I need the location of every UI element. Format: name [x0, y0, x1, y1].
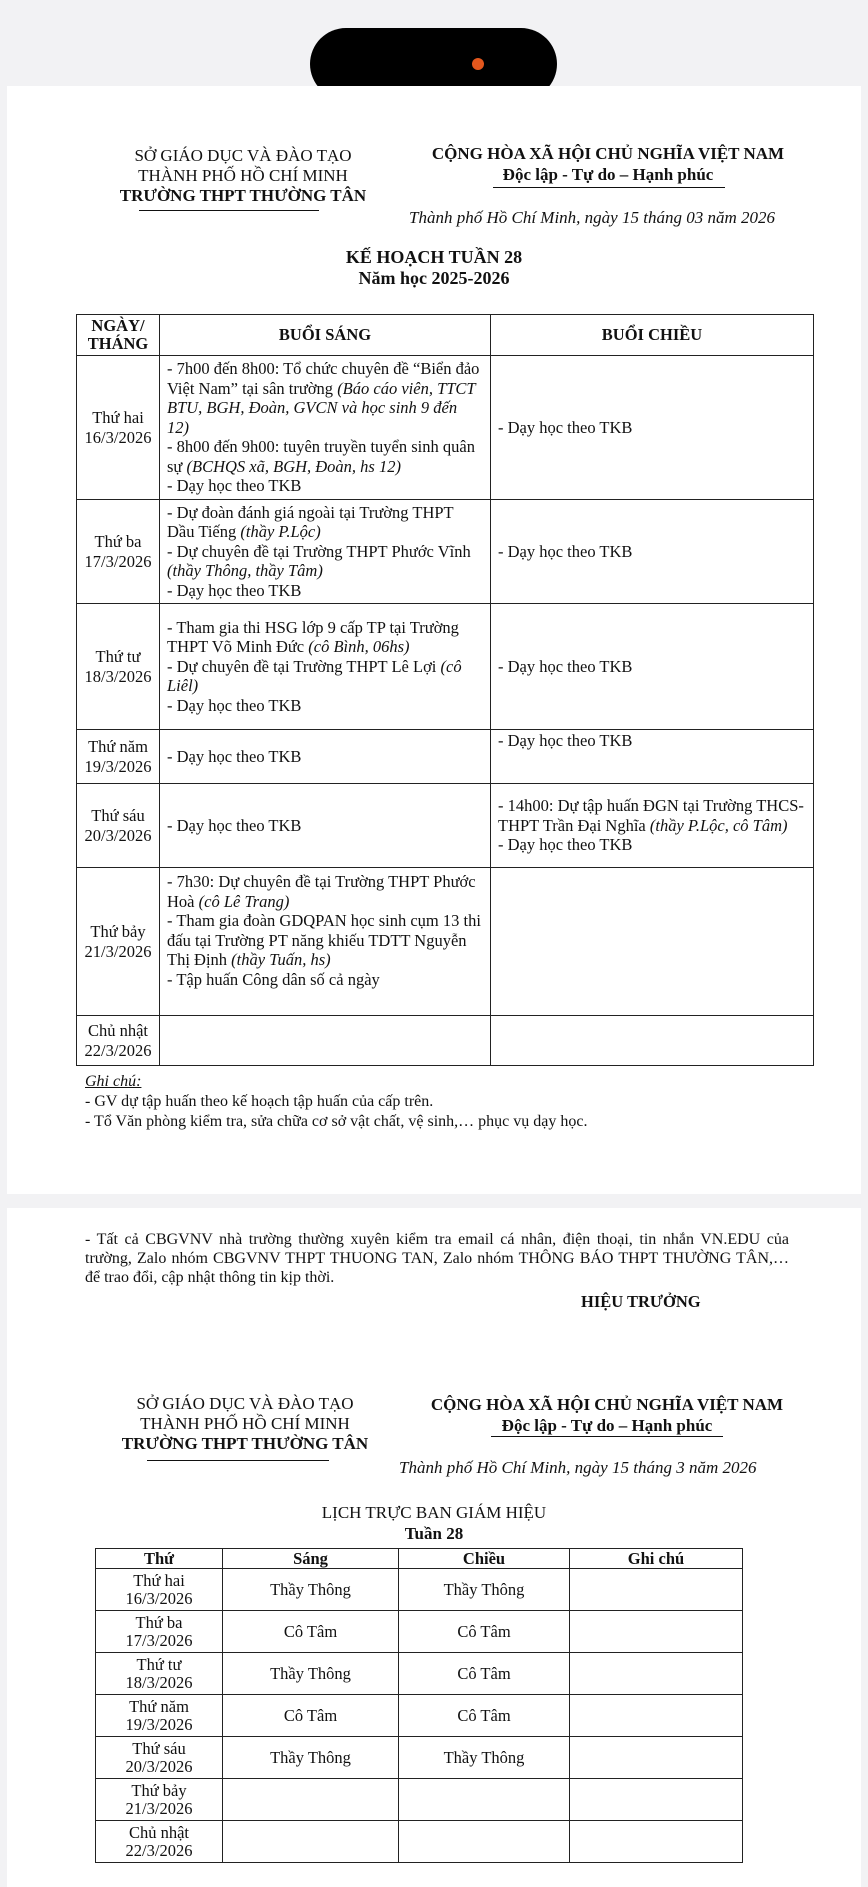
day-cell: [77, 730, 160, 784]
day-cell: [96, 1737, 223, 1779]
day-date: 20/3/2026: [125, 1756, 193, 1776]
morning-cell: [160, 356, 491, 500]
header-right: [397, 143, 819, 185]
day-cell: [77, 784, 160, 868]
morning-item: [167, 872, 483, 911]
morning-text: - Dự chuyên đề tại Trường THPT Lê Lợi: [167, 656, 441, 676]
week-label: Tuần 28: [404, 1524, 464, 1543]
table-header-row: [77, 315, 814, 356]
afternoon-participants: (thầy P.Lộc, cô Tâm): [649, 815, 788, 835]
morning-item: - Dạy học theo TKB: [167, 695, 302, 715]
morning-duty: Thầy Thông: [223, 1653, 399, 1695]
date-line: Thành phố Hồ Chí Minh, ngày 15 tháng 3 năm 2026: [399, 1458, 757, 1477]
table-row: [77, 356, 814, 500]
morning-text: - Dự đoàn đánh giá ngoài tại Trường THPT Dầu Tiếng: [167, 502, 454, 542]
duty-title: LỊCH TRỰC BAN GIÁM HIỆU: [321, 1503, 547, 1522]
col-header: Ghi chú: [570, 1549, 743, 1569]
morning-duty: Cô Tâm: [223, 1695, 399, 1737]
department-line2: THÀNH PHỐ HỒ CHÍ MINH: [138, 166, 348, 185]
day-name: Thứ hai: [133, 1570, 185, 1590]
afternoon-duty: [399, 1779, 570, 1821]
col-header: Sáng: [223, 1549, 399, 1569]
table-row: [96, 1569, 743, 1611]
col-afternoon-header: BUỔI CHIỀU: [491, 315, 814, 356]
header-right: [397, 1394, 817, 1436]
day-name: Thứ ba: [94, 532, 142, 551]
morning-text: - Tham gia đoàn GDQPAN học sinh cụm 13 thi đấu tại Trường PT năng khiếu TDTT Nguyễn Thị Định: [167, 911, 481, 969]
morning-duty: Thầy Thông: [223, 1737, 399, 1779]
header-left: [83, 146, 403, 206]
republic-name: CỘNG HÒA XÃ HỘI CHỦ NGHĨA VIỆT NAM: [431, 144, 785, 163]
morning-cell: - Dạy học theo TKB: [160, 730, 491, 784]
afternoon-duty: Cô Tâm: [399, 1653, 570, 1695]
duty-schedule-table: [95, 1548, 743, 1863]
table-row: [77, 784, 814, 868]
note-cell: [570, 1779, 743, 1821]
school-year: Năm học 2025-2026: [358, 268, 510, 288]
day-name: Chủ nhật: [87, 1021, 149, 1040]
day-date: 18/3/2026: [125, 1672, 193, 1692]
day-name: Thứ bảy: [90, 922, 146, 941]
morning-duty: Cô Tâm: [223, 1611, 399, 1653]
day-date: 22/3/2026: [84, 1040, 152, 1060]
table-row: [77, 1016, 814, 1066]
morning-text: - 8h00 đến 9h00: tuyên truyền tuyển sinh quân sự: [167, 437, 475, 476]
day-date: 19/3/2026: [84, 756, 152, 776]
morning-cell: [160, 604, 491, 730]
afternoon-duty: Cô Tâm: [399, 1611, 570, 1653]
morning-item: - Dạy học theo TKB: [167, 580, 302, 600]
day-name: Thứ tư: [136, 1654, 182, 1674]
table-row: [77, 604, 814, 730]
morning-participants: (cô Bình, 06hs): [308, 637, 410, 657]
morning-participants: (BCHQS xã, BGH, Đoàn, hs 12): [186, 456, 401, 476]
afternoon-cell: [491, 1016, 814, 1066]
department-line1: SỞ GIÁO DỤC VÀ ĐÀO TẠO: [134, 146, 352, 165]
table-row: [96, 1695, 743, 1737]
weekly-plan-table: [76, 314, 814, 1066]
day-date: 22/3/2026: [125, 1840, 193, 1860]
morning-text: - Dự chuyên đề tại Trường THPT Phước Vĩnh: [167, 541, 471, 561]
weekly-plan-page: [7, 86, 861, 1194]
morning-cell: [160, 868, 491, 1016]
afternoon-duty: Thầy Thông: [399, 1737, 570, 1779]
table-row: [77, 730, 814, 784]
note-cell: [570, 1653, 743, 1695]
header-left: [85, 1394, 405, 1454]
day-date: 18/3/2026: [84, 666, 152, 686]
day-date: 17/3/2026: [125, 1630, 193, 1650]
table-row: [96, 1779, 743, 1821]
morning-duty: [223, 1821, 399, 1863]
afternoon-cell: - Dạy học theo TKB: [491, 500, 814, 604]
table-row: [96, 1611, 743, 1653]
col-day-header: NGÀY/ THÁNG: [77, 315, 160, 356]
day-date: 20/3/2026: [84, 825, 152, 845]
morning-item: - Dạy học theo TKB: [167, 476, 302, 496]
note-cell: [570, 1695, 743, 1737]
morning-item: [167, 618, 483, 657]
morning-participants: (Báo cáo viên, TTCT BTU, BGH, Đoàn, GVCN và học sinh 9 đến 12): [167, 378, 476, 437]
morning-item: [167, 503, 483, 542]
day-date: 19/3/2026: [125, 1714, 193, 1734]
morning-participants: (cô Liêl): [167, 656, 462, 696]
note-item: - Tổ Văn phòng kiểm tra, sửa chữa cơ sở vật chất, vệ sinh,… phục vụ dạy học.: [85, 1113, 588, 1130]
morning-text: - 7h30: Dự chuyên đề tại Trường THPT Phước Hoà: [167, 872, 476, 911]
morning-participants: (thầy Tuấn, hs): [231, 950, 331, 969]
day-date: 16/3/2026: [84, 427, 152, 447]
day-name: Thứ tư: [95, 647, 141, 666]
day-cell: [96, 1611, 223, 1653]
table-header-row: [96, 1549, 743, 1569]
day-cell: [77, 604, 160, 730]
camera-indicator-icon: [472, 58, 484, 70]
morning-item: [167, 657, 483, 696]
day-cell: [77, 500, 160, 604]
day-cell: [96, 1779, 223, 1821]
morning-item: [167, 911, 483, 970]
afternoon-cell: [491, 784, 814, 868]
morning-cell: [160, 500, 491, 604]
table-row: [77, 868, 814, 1016]
day-name: Thứ sáu: [132, 1738, 186, 1758]
day-cell: [96, 1569, 223, 1611]
motto-underline: [493, 187, 725, 188]
day-cell: [77, 1016, 160, 1066]
afternoon-cell: - Dạy học theo TKB: [491, 730, 814, 784]
school-underline: [147, 1460, 329, 1461]
col-header: Thứ: [96, 1549, 223, 1569]
morning-item: [167, 437, 483, 476]
morning-item: - Tập huấn Công dân số cả ngày: [167, 969, 380, 989]
table-row: [96, 1821, 743, 1863]
afternoon-duty: [399, 1821, 570, 1863]
motto: Độc lập - Tự do – Hạnh phúc: [501, 1416, 713, 1435]
table-row: [77, 500, 814, 604]
day-date: 16/3/2026: [125, 1588, 193, 1608]
afternoon-duty: Cô Tâm: [399, 1695, 570, 1737]
afternoon-duty: Thầy Thông: [399, 1569, 570, 1611]
morning-cell: - Dạy học theo TKB: [160, 784, 491, 868]
note-cell: [570, 1569, 743, 1611]
afternoon-item: - Dạy học theo TKB: [498, 835, 633, 855]
day-name: Thứ ba: [135, 1612, 183, 1632]
day-cell: [77, 356, 160, 500]
morning-participants: (thầy P.Lộc): [240, 522, 321, 542]
department-line2: THÀNH PHỐ HỒ CHÍ MINH: [140, 1414, 350, 1433]
school-underline: [139, 210, 319, 211]
signer-title: HIỆU TRƯỞNG: [581, 1292, 701, 1311]
morning-item: [167, 359, 483, 437]
morning-duty: [223, 1779, 399, 1821]
morning-duty: Thầy Thông: [223, 1569, 399, 1611]
col-header: Chiều: [399, 1549, 570, 1569]
morning-cell: [160, 1016, 491, 1066]
plan-title: KẾ HOẠCH TUẦN 28: [345, 247, 523, 267]
note-cell: [570, 1821, 743, 1863]
republic-name: CỘNG HÒA XÃ HỘI CHỦ NGHĨA VIỆT NAM: [430, 1395, 784, 1414]
note-cell: [570, 1611, 743, 1653]
note-item: - GV dự tập huấn theo kế hoạch tập huấn của cấp trên.: [85, 1093, 434, 1110]
morning-text: - Tham gia thi HSG lớp 9 cấp TP tại Trường THPT Võ Minh Đức: [167, 617, 459, 657]
communication-note: - Tất cả CBGVNV nhà trường thường xuyên kiểm tra email cá nhân, điện thoại, tin nhắn VN.EDU của trường, Zalo nhóm CBGVNV THPT THUONG TAN, Zalo nhóm THÔNG BÁO THPT THƯỜNG TÂN,… để trao đổi, cập nhật thông tin kịp thời.: [85, 1231, 789, 1286]
afternoon-cell: - Dạy học theo TKB: [491, 604, 814, 730]
notes-section: [85, 1072, 845, 1132]
day-name: Thứ năm: [88, 737, 148, 756]
morning-text: - 7h00 đến 8h00: Tổ chức chuyên đề “Biển đảo Việt Nam” tại sân trường: [167, 359, 480, 398]
motto: Độc lập - Tự do – Hạnh phúc: [502, 165, 714, 184]
afternoon-cell: - Dạy học theo TKB: [491, 356, 814, 500]
notes-label: Ghi chú:: [85, 1073, 142, 1090]
day-date: 17/3/2026: [84, 551, 152, 571]
day-name: Thứ bảy: [131, 1780, 187, 1800]
day-cell: [77, 868, 160, 1016]
day-cell: [96, 1653, 223, 1695]
day-name: Chủ nhật: [128, 1822, 190, 1842]
table-row: [96, 1653, 743, 1695]
morning-item: [167, 542, 483, 581]
day-name: Thứ năm: [129, 1696, 189, 1716]
date-line: Thành phố Hồ Chí Minh, ngày 15 tháng 03 năm 2026: [409, 208, 775, 227]
afternoon-text: - 14h00: Dự tập huấn ĐGN tại Trường THCS-THPT Trần Đại Nghĩa: [498, 796, 804, 835]
morning-participants: (thầy Thông, thầy Tâm): [167, 561, 323, 581]
afternoon-cell: [491, 868, 814, 1016]
day-name: Thứ hai: [92, 408, 144, 427]
day-cell: [96, 1821, 223, 1863]
day-date: 21/3/2026: [84, 941, 152, 961]
table-row: [96, 1737, 743, 1779]
department-line1: SỞ GIÁO DỤC VÀ ĐÀO TẠO: [136, 1394, 354, 1413]
school-name: TRƯỜNG THPT THƯỜNG TÂN: [121, 1434, 369, 1453]
note-cell: [570, 1737, 743, 1779]
day-name: Thứ sáu: [91, 806, 145, 825]
afternoon-item: [498, 796, 806, 835]
day-cell: [96, 1695, 223, 1737]
morning-participants: (cô Lê Trang): [198, 891, 290, 911]
school-name: TRƯỜNG THPT THƯỜNG TÂN: [119, 186, 367, 205]
motto-underline: [491, 1436, 723, 1437]
day-date: 21/3/2026: [125, 1798, 193, 1818]
col-morning-header: BUỔI SÁNG: [160, 315, 491, 356]
duty-schedule-page: [7, 1208, 861, 1887]
